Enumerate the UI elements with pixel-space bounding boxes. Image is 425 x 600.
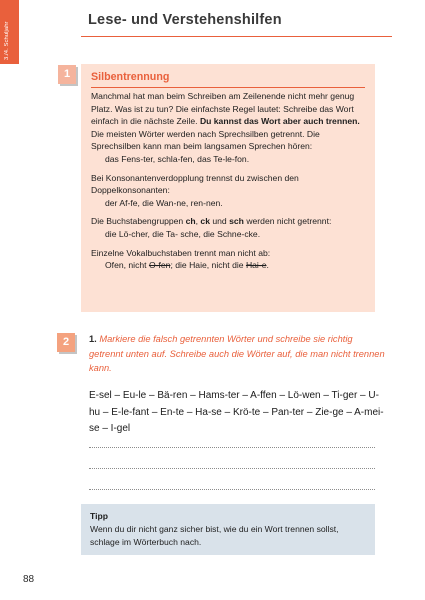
answer-line[interactable]: [89, 468, 375, 469]
paragraph-text: und: [212, 216, 227, 227]
tip-heading: Tipp: [90, 511, 108, 521]
example-doppelkonsonanten: der Af-fe, die Wan-ne, ren-nen.: [105, 197, 223, 208]
struck-word: Hai-e: [245, 260, 267, 271]
task-text: Markiere die falsch getrennten Wörter und schreibe sie richtig getrennt unten auf. Schreibe auch die Wörter auf, die man nicht trennen kann.: [89, 334, 385, 373]
example-vokale: [91, 259, 365, 272]
paragraph-rest: Die meisten Wörter werden nach Sprechsilben getrennt. Die Sprechsilben kann man beim langsamen Sprechen hören:: [91, 128, 320, 152]
paragraph-text: werden nicht getrennt:: [246, 216, 332, 227]
letter-group-sch: sch: [229, 216, 244, 227]
side-tab-label: 3./4. Schuljahr: [4, 21, 10, 60]
paragraph-buchstabengruppen: Die Buchstabengruppen ch, ck und sch werden nicht getrennt: die Lö-cher, die Ta- sche, die Schne-cke.: [91, 215, 365, 240]
task-instruction: [89, 332, 385, 376]
answer-line[interactable]: [89, 447, 375, 448]
page-title: Lese- und Verstehenshilfen: [88, 12, 282, 28]
paragraph-text: Einzelne Vokalbuchstaben trennt man nicht ab:: [91, 247, 271, 258]
info-box-title: Silbentrennung: [91, 70, 365, 88]
paragraph-rules: [91, 90, 365, 166]
word-list: E-sel – Eu-le – Bä-ren – Hams-ter – A-ffen – Lö-wen – Ti-ger – U-hu – E-le-fant – En-te – Ha-se – Krö-te – Pan-ter – Zie-ge – A-mei-se – I-gel: [89, 390, 384, 434]
struck-word: O-fen: [148, 260, 171, 271]
page-number: 88: [23, 574, 35, 585]
section-number-badge: 1: [58, 65, 76, 84]
paragraph-vokale: [91, 247, 365, 272]
info-box-silbentrennung: [81, 64, 375, 312]
example-text: Ofen, nicht: [105, 260, 147, 271]
letter-group-ch: ch: [185, 216, 196, 227]
example-end: .: [266, 260, 269, 271]
title-rule: [81, 36, 392, 37]
side-tab: [0, 0, 19, 64]
task-number: 1.: [89, 334, 97, 344]
paragraph-text: Bei Konsonantenverdopplung trennst du zwischen den Doppelkonsonanten:: [91, 172, 299, 196]
tip-text: Wenn du dir nicht ganz sicher bist, wie du ein Wort trennen sollst, schlage im Wörterbuch nach.: [90, 524, 339, 547]
paragraph-text: Die Buchstabengruppen: [91, 216, 184, 227]
example-buchstabengruppen: die Lö-cher, die Ta- sche, die Schne-cke.: [105, 228, 261, 239]
letter-group-ck: ck: [200, 216, 210, 227]
example-sprechsilben: das Fens-ter, schla-fen, das Te-le-fon.: [105, 153, 250, 164]
tip-box: [81, 504, 375, 555]
example-text: ; die Haie, nicht die: [170, 260, 244, 271]
paragraph-doppelkonsonanten: [91, 172, 365, 210]
paragraph-intro: Manchmal hat man beim Schreiben am Zeilenende nicht mehr genug Platz. Was ist zu tun? Die einfachste Regel lautet: Schreibe das Wort einfach in die nächste Zeile.: [91, 91, 355, 127]
paragraph-bold: Du kannst das Wort aber auch trennen.: [199, 116, 360, 127]
section-number-badge: 2: [57, 333, 75, 352]
answer-line[interactable]: [89, 489, 375, 490]
